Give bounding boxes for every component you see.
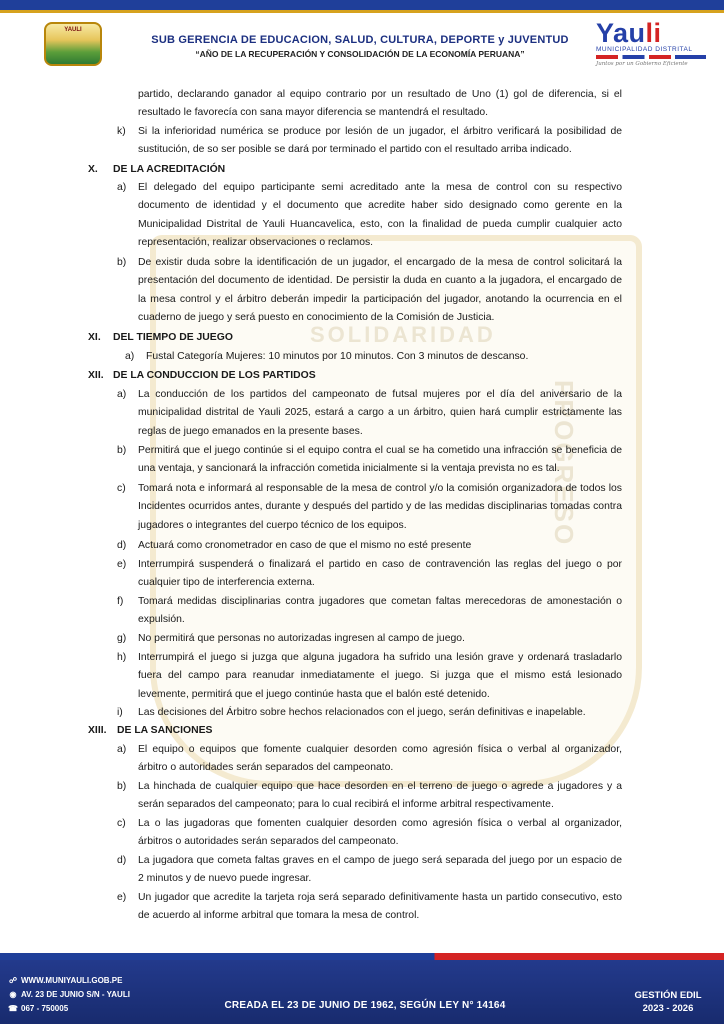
location-pin-icon: ◉ [9,990,17,999]
item-label: b) [117,257,127,268]
list-item-text: La jugadora que cometa faltas graves en el campo de juego será separada del juego por un espacio de 2 minutos y de nuevo puede ingresar. [138,855,622,885]
section-title-tiempo: DEL TIEMPO DE JUEGO [113,332,233,343]
footer-creation-note: CREADA EL 23 DE JUNIO DE 1962, SEGÚN LEY N° 14164 [224,1000,506,1011]
item-label: c) [117,483,126,494]
brand-municipality-label: MUNICIPALIDAD DISTRITAL [596,46,693,53]
footer-address [8,990,130,999]
item-label: h) [117,652,127,663]
item-label: i) [117,707,123,718]
phone-icon: ☎ [8,1004,18,1013]
list-item-text: Las decisiones del Árbitro sobre hechos relacionados con el juego, serán definitivas e inapelable. [138,707,586,718]
continuation-line-2: resultado le favorecía con sana mayor diferencia se mantendrá el resultado. [138,107,489,118]
watermark-word-progreso: PROGRESO [549,380,579,547]
footer-website-text: WWW.MUNIYAULI.GOB.PE [21,976,123,985]
list-item-text: Tomará medidas disciplinarias contra jugadores que cometan faltas merecedoras de amonestación o expulsión. [138,596,622,626]
item-label: b) [117,445,127,456]
item-label: f) [117,596,124,607]
footer-gestion-label: GESTIÓN EDIL [634,990,702,1001]
list-item-text: La hinchada de cualquier equipo que hace desorden en el terreno de juego o agrede a jugadores y a serán separados del campeonato; para lo cual recibirá el informe arbitral respectivamente. [138,781,622,811]
item-label: k) [117,126,126,137]
section-number: X. [88,164,98,175]
continuation-line-1: partido, declarando ganador al equipo contrario por un resultado de Uno (1) gol de diferencia, si el [138,89,622,100]
list-item-text: Tomará nota e informará al responsable de la mesa de control y/o la comisión organizadora de todos los Incidentes ocurridos antes, durante y después del partido y de las medidas disciplinarias tomadas contra jugadores o integrantes del cuerpo técnico de los equipos. [138,483,622,531]
header-title: SUB GERENCIA DE EDUCACION, SALUD, CULTURA, DEPORTE y JUVENTUD [151,34,569,46]
brand-name-highlight: li [645,18,662,48]
item-label: e) [117,559,127,570]
list-item-text: Interrumpirá suspenderá o finalizará el partido en caso de contravención las reglas del juego o por cualquier tipo de interferencia externa. [138,559,622,589]
footer-gestion-period: 2023 - 2026 [642,1003,694,1014]
list-item-text: No permitirá que personas no autorizadas ingresen al campo de juego. [138,633,465,644]
list-item-text: El delegado del equipo participante semi acreditado ante la mesa de control con su respectivo documento de identidad y el documento que acredite haber sido designado como gerente en la Municipalidad Distrital de Yauli Huancavelica, esto, con la finalidad de pueda cumplir cualquier acto representación, realizar observaciones o reclamos. [138,182,622,249]
watermark-word-solidaridad: SOLIDARIDAD [310,322,496,347]
brand-name-main: Yau [596,18,646,48]
list-item-text: Permitirá que el juego continúe si el equipo contra el cual se ha cometido una infracción se beneficia de una ventaja, y sancionará la infracción cometida inicialmente si la ventaja prevista no es tal. [138,445,622,475]
section-number: XIII. [88,725,107,736]
footer-address-text: AV. 23 DE JUNIO S/N - YAULI [21,990,130,999]
section-title-conduccion: DE LA CONDUCCION DE LOS PARTIDOS [113,370,316,381]
item-label: b) [117,781,127,792]
section-number: XII. [88,370,104,381]
footer-phone-text: 067 - 750005 [21,1004,69,1013]
crest-logo-text: YAULI [64,27,82,33]
item-label: c) [117,818,126,829]
section-number: XI. [88,332,101,343]
list-item-text: Interrumpirá el juego si juzga que alguna jugadora ha sufrido una lesión grave y ordenará trasladarlo fuera del campo para reanudar inmediatamente el juego. Si juzga que el mismo está lesionado levemente, permitirá que el juego continúe hasta que el balón esté detenido. [138,652,622,700]
list-item-text: Fustal Categoría Mujeres: 10 minutos por 10 minutos. Con 3 minutos de descanso. [146,351,529,362]
footer-stripe [0,953,724,960]
globe-icon: ☍ [8,976,18,985]
item-label: g) [117,633,127,644]
list-item-text: Si la inferioridad numérica se produce por lesión de un jugador, el árbitro verificará la posibilidad de sustitución, de so ser posible se dará por terminado el partido con el resultado arriba indicado. [138,126,622,156]
list-item-text: Actuará como cronometrador en caso de que el mismo no esté presente [138,540,472,551]
brand-slogan: Juntos por un Gobierno Eficiente [596,61,688,67]
footer-phone [8,1004,68,1013]
list-item-text: Un jugador que acredite la tarjeta roja será separado definitivamente hasta un partido consecutivo, esto de acuerdo al informe arbitral que tomara la mesa de control. [138,892,622,922]
item-label: a) [117,389,127,400]
item-label: d) [117,855,127,866]
list-item-text: La conducción de los partidos del campeonato de futsal mujeres por el día del aniversario de la municipalidad distrital de Yauli 2025, estará a cargo a un árbitro, quien hará cumplir estrictamente las reglas de juego emanados en la presente bases. [138,389,622,437]
list-item-text: De existir duda sobre la identificación de un jugador, el encargado de la mesa de control solicitará la presentación del documento de identidad. De persistir la duda en cuanto a la jugadora, el encargado de la mesa control y el árbitro deberán impedir la participación del jugador, anotando la ocurrencia en el cuaderno de juego y será puesto en conocimiento de la Comisión de Justicia. [138,257,622,324]
footer-website[interactable] [8,976,122,985]
list-item-text: El equipo o equipos que fomente cualquier desorden como agresión física o verbal al organizador, árbitro o autoridades serán separados del campeonato. [138,744,622,774]
header-year-motto: “AÑO DE LA RECUPERACIÓN Y CONSOLIDACIÓN DE LA ECONOMÍA PERUANA” [195,49,525,59]
list-item-text: La o las jugadoras que fomenten cualquier desorden como agresión física o verbal al organizador, árbitros o autoridades serán separados del campeonato. [138,818,622,848]
section-title-acreditacion: DE LA ACREDITACIÓN [113,164,226,175]
item-label: a) [117,744,127,755]
item-label: d) [117,540,127,551]
item-label: a) [117,182,127,193]
item-label: a) [125,351,135,362]
item-label: e) [117,892,127,903]
section-title-sanciones: DE LA SANCIONES [117,725,213,736]
